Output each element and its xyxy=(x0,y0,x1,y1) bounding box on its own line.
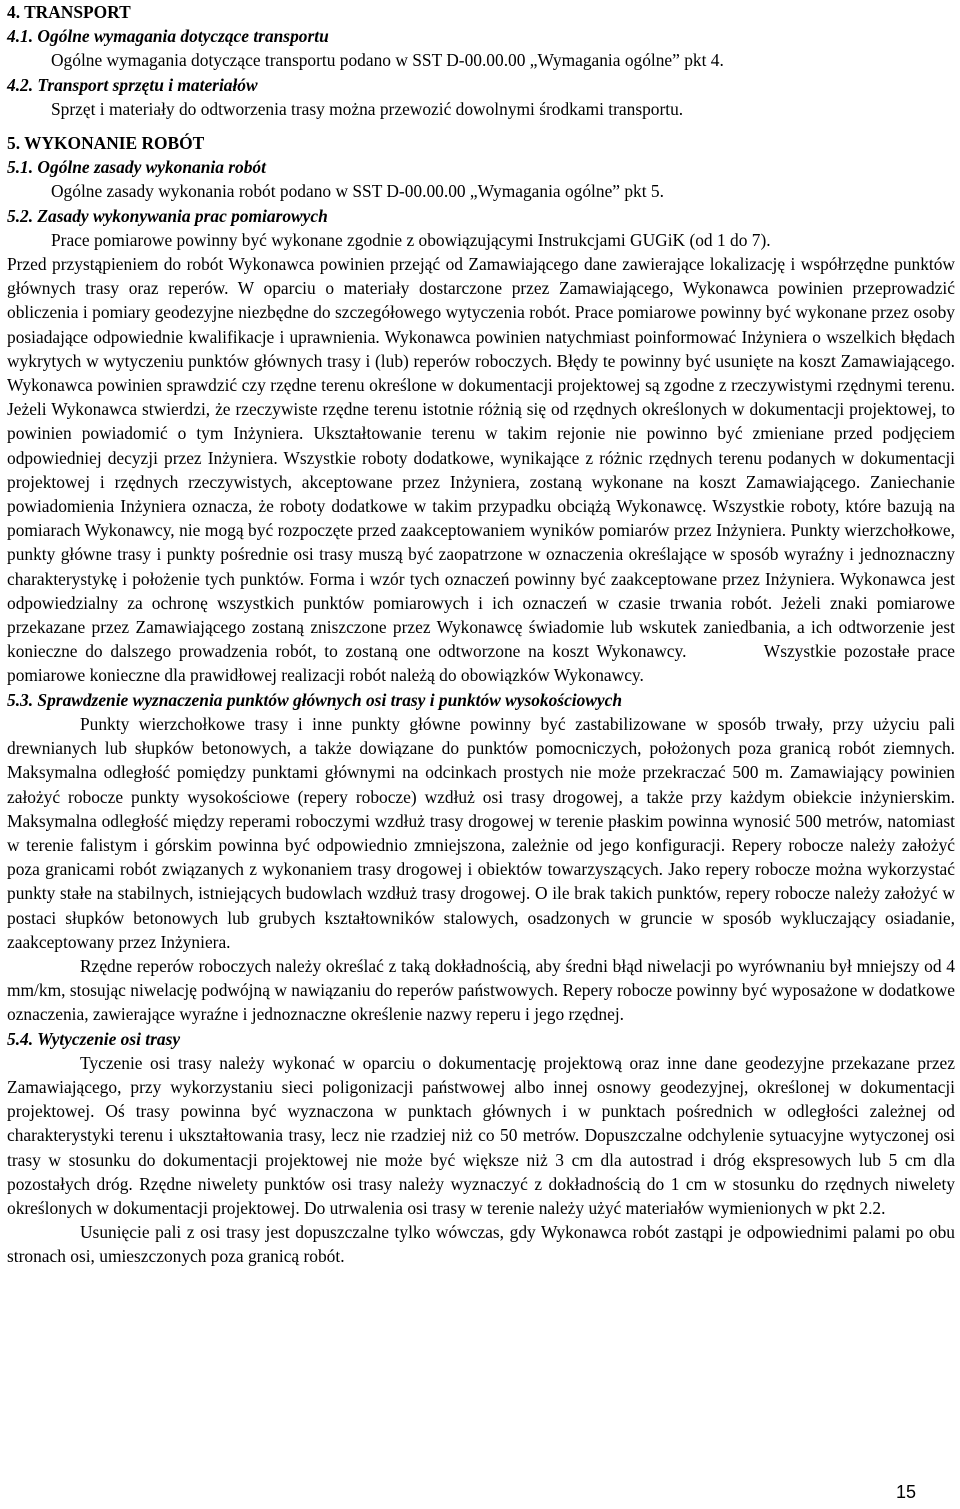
section-5-3-heading: 5.3. Sprawdzenie wyznaczenia punktów głównych osi trasy i punktów wysokościowych xyxy=(7,689,623,710)
section-5-3-paragraph-1: Punkty wierzchołkowe trasy i inne punkty główne powinny być zastabilizowane w sposób trwały, przy użyciu pali drewnianych lub słupków betonowych, a także dowiązane do punktów pomocniczych, położonych poza granicą robót ziemnych. Maksymalna odległość pomiędzy punktami głównymi na odcinkach prostych nie może przekraczać 500 m. Zamawiający powinien założyć robocze punkty wysokościowe (repery robocze) wzdłuż osi trasy drogowej, a także przy każdym obiekcie inżynierskim. Maksymalna odległość między reperami roboczymi wzdłuż trasy drogowej w terenie płaskim powinna wynosić 500 metrów, natomiast w terenie falistym i górskim powinna być odpowiednio zmniejszona, zależnie od jego konfiguracji. Repery robocze należy założyć poza granicami robót związanych z wykonaniem trasy drogowej i obiektów towarzyszących. Jako repery robocze można wykorzystać punkty stałe na stabilnych, istniejących budowlach wzdłuż trasy drogowej. O ile brak takich punktów, repery robocze należy założyć w postaci słupków betonowych lub grubych kształtowników stalowych, osadzonych w gruncie w sposób wykluczający osiadanie, zaakceptowany przez Inżyniera. xyxy=(7,713,955,952)
section-5-heading: 5. WYKONANIE ROBÓT xyxy=(7,133,205,154)
section-5-4-paragraph-1: Tyczenie osi trasy należy wykonać w oparciu o dokumentację projektową oraz inne dane geodezyjne przekazane przez Zamawiającego, przy wykorzystaniu sieci poligonizacji państwowej albo innej osnowy geodezyjnej, określonej w dokumentacji projektowej. Oś trasy powinna być wyznaczona w punktach głównych i w punktach pośrednich w odległości zależnej od charakterystyki terenu i ukształtowania trasy, lecz nie rzadziej niż co 50 metrów. Dopuszczalne odchylenie sytuacyjne wytyczonej osi trasy w stosunku do dokumentacji projektowej nie może być większe niż 3 cm dla autostrad i dróg ekspresowych lub 5 cm dla pozostałych dróg. Rzędne niwelety punktów osi trasy należy wyznaczyć z dokładnością do 1 cm w stosunku do rzędnych niwelety określonych w dokumentacji projektowej. Do utrwalenia osi trasy w terenie należy użyć materiałów wymienionych w pkt 2.2. xyxy=(7,1052,955,1218)
section-5-3-paragraph-2: Rzędne reperów roboczych należy określać z taką dokładnością, aby średni błąd niwelacji po wyrównaniu był mniejszy od 4 mm/km, stosując niwelację podwójną w nawiązaniu do reperów państwowych. Repery robocze powinny być wyposażone w dodatkowe oznaczenia, zawierające wyraźne i jednoznaczne określenie nazwy reperu i jego rzędnej. xyxy=(7,955,955,1025)
section-5-4-paragraph-2: Usunięcie pali z osi trasy jest dopuszczalne tylko wówczas, gdy Wykonawca robót zastąpi je odpowiednimi palami po obu stronach osi, umieszczonych poza granicą robót. xyxy=(7,1222,955,1267)
section-5-4-heading: 5.4. Wytyczenie osi trasy xyxy=(7,1028,181,1049)
section-5-2-first-line: Prace pomiarowe powinny być wykonane zgodnie z obowiązującymi Instrukcjami GUGiK (od 1 do 7). xyxy=(51,229,771,250)
section-4-1-text: Ogólne wymagania dotyczące transportu podano w SST D-00.00.00 „Wymagania ogólne” pkt 4. xyxy=(51,50,724,71)
document-page xyxy=(7,0,955,1269)
section-5-2-body xyxy=(7,252,955,688)
section-5-2-body-main: Przed przystąpieniem do robót Wykonawca powinien przejąć od Zamawiającego dane zawierające lokalizację i współrzędne punktów głównych trasy oraz reperów. W oparciu o materiały dostarczone przez Zamawiającego, Wykonawca powinien przeprowadzić obliczenia i pomiary geodezyjne niezbędne do szczegółowego wytyczenia robót. Prace pomiarowe powinny być wykonane przez osoby posiadające odpowiednie kwalifikacje i uprawnienia. Wykonawca powinien natychmiast poinformować Inżyniera o wszelkich błędach wykrytych w wytyczeniu punktów głównych trasy i (lub) reperów roboczych. Błędy te powinny być usunięte na koszt Zamawiającego. Wykonawca powinien sprawdzić czy rzędne terenu określone w dokumentacji projektowej są zgodne z rzeczywistymi rzędnymi terenu. Jeżeli Wykonawca stwierdzi, że rzeczywiste rzędne terenu istotnie różnią się od rzędnych określonych w dokumentacji projektowej, to powinien powiadomić o tym Inżyniera. Ukształtowanie terenu w takim rejonie nie powinno być zmieniane przed podjęciem odpowiedniej decyzji przez Inżyniera. Wszystkie roboty dodatkowe, wynikające z różnic rzędnych terenu podanych w dokumentacji projektowej i rzędnych rzeczywistych, akceptowane przez Inżyniera, zostaną wykonane na koszt Zamawiającego. Zaniechanie powiadomienia Inżyniera oznacza, że roboty dodatkowe w takim przypadku obciążą Wykonawcę. Wszystkie roboty, które bazują na pomiarach Wykonawcy, nie mogą być rozpoczęte przed zaakceptowaniem wyników pomiarów przez Inżyniera. Punkty wierzchołkowe, punkty główne trasy i punkty pośrednie osi trasy muszą być zaopatrzone w oznaczenia określające w sposób wyraźny i jednoznaczny charakterystykę i położenie tych punktów. Forma i wzór tych oznaczeń powinny być zaakceptowane przez Inżyniera. Wykonawca jest odpowiedzialny za ochronę wszystkich punktów pomiarowych i ich oznaczeń w czasie trwania robót. Jeżeli znaki pomiarowe przekazane przez Zamawiającego zostaną zniszczone przez Wykonawcę świadomie lub wskutek zaniedbania, a ich odtworzenie jest konieczne do dalszego prowadzenia robót, to zostaną one odtworzone na koszt Wykonawcy. xyxy=(7,254,955,662)
section-4-1-heading: 4.1. Ogólne wymagania dotyczące transportu xyxy=(7,26,329,47)
section-4-2-heading: 4.2. Transport sprzętu i materiałów xyxy=(7,74,258,95)
section-5-1-heading: 5.1. Ogólne zasady wykonania robót xyxy=(7,157,266,178)
section-4-2-text: Sprzęt i materiały do odtworzenia trasy można przewozić dowolnymi środkami transportu. xyxy=(51,98,684,119)
section-5-2-heading: 5.2. Zasady wykonywania prac pomiarowych xyxy=(7,205,328,226)
section-5-2-body-end: Wszystkie pozostałe prace pomiarowe konieczne dla prawidłowej realizacji robót należą do obowiązków Wykonawcy. xyxy=(7,641,956,686)
page-number: 15 xyxy=(895,1482,916,1502)
section-4-heading: 4. TRANSPORT xyxy=(7,2,131,22)
section-5-1-text: Ogólne zasady wykonania robót podano w SST D-00.00.00 „Wymagania ogólne” pkt 5. xyxy=(51,181,664,202)
